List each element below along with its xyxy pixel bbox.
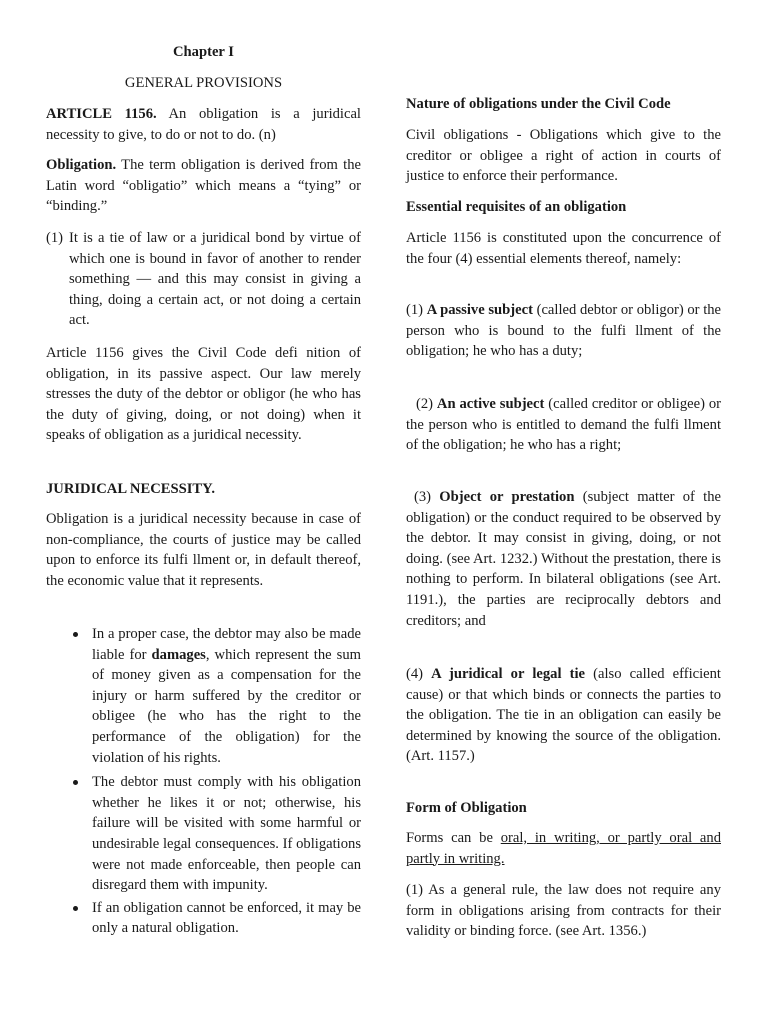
bullet-item: If an obligation cannot be enforced, it may be only a natural obligation. bbox=[46, 898, 361, 939]
definition-paragraph: Article 1156 gives the Civil Code defi nition of obligation, in its passive aspect. Our law merely stresses the duty of the debtor or obligor (he who has the duty of giving, doing, or not doing) when it speaks of obligation as a juridical necessity. bbox=[46, 345, 361, 444]
requisites-intro: Article 1156 is constituted upon the concurrence of the four (4) essential elements thereof, namely: bbox=[406, 230, 721, 267]
bullet-list bbox=[46, 624, 361, 939]
bullet-dot bbox=[73, 780, 78, 785]
requisites-heading: Essential requisites of an obligation bbox=[406, 199, 627, 215]
obligation-label: Obligation. bbox=[46, 157, 117, 173]
obligation-paragraph bbox=[46, 155, 361, 217]
obligation-text: The term obligation is derived from the Latin word “obligatio” which means a “tying” or “binding.” bbox=[46, 157, 361, 215]
general-provisions-heading: GENERAL PROVISIONS bbox=[124, 75, 283, 91]
requisite-passive-subject: (1) A passive subject (called debtor or obligor) or the person who is bound to the fulfi llment of the obligation; he who has a duty; bbox=[406, 302, 722, 360]
requisite-juridical-tie: (4) A juridical or legal tie (also called efficient cause) or that which binds or connects the parties to the obligation. The tie in an obligation can easily be determined by knowing the source of the obligation. (Art. 1157.) bbox=[406, 666, 721, 765]
bullet-item: In a proper case, the debtor may also be made liable for damages, which represent the sum of money given as a compensation for the injury or harm suffered by the creditor or obligee (he who has the right to the performance of the obligation) for the violation of his rights. bbox=[46, 624, 361, 768]
requisite-active-subject: (2) An active subject (called creditor or obligee) or the person who is entitled to demand the fulfi llment of the obligation; he who has a right; bbox=[406, 396, 721, 454]
form-general-rule: (1) As a general rule, the law does not require any form in obligations arising from contracts for their validity or binding force. (see Art. 1356.) bbox=[406, 882, 721, 940]
article-text: An obligation is a juridical necessity to give, to do or not to do. (n) bbox=[46, 106, 361, 143]
numbered-item-1 bbox=[46, 228, 361, 331]
form-heading: Form of Obligation bbox=[406, 800, 527, 816]
chapter-title: Chapter I bbox=[173, 44, 234, 60]
item-number: (1) bbox=[46, 230, 64, 246]
bullet-dot bbox=[73, 906, 78, 911]
requisite-object-prestation: (3) Object or prestation (subject matter of the obligation) or the conduct required to be observed by the debtor. It may consist in giving, doing, or not doing. (see Art. 1232.) Without the prestation, there is nothing to perform. In bilateral obligations (see Art. 1191.), the parties are reciprocally debtors and creditors; and bbox=[406, 489, 722, 629]
juridical-necessity-paragraph: Obligation is a juridical necessity because in case of non-compliance, the courts of justice may be called upon to enforce its fulfi llment or, in default thereof, the economic value that it represents. bbox=[46, 511, 361, 589]
item-text: It is a tie of law or a juridical bond by virtue of which one is bound in favor of another to render something — and this may consist in giving a thing, doing a certain act, or not doing a certain act. bbox=[69, 230, 361, 329]
bullet-dot bbox=[73, 632, 78, 637]
juridical-necessity-heading: JURIDICAL NECESSITY. bbox=[46, 481, 215, 497]
forms-paragraph: Forms can be oral, in writing, or partly oral and partly in writing. bbox=[406, 830, 721, 867]
damages-term: damages bbox=[151, 646, 206, 663]
forms-underlined-text: oral, in writing, or partly oral and partly in writing. bbox=[406, 830, 721, 867]
article-1156-paragraph bbox=[46, 104, 361, 145]
civil-obligations-paragraph: Civil obligations - Obligations which give to the creditor or obligee a right of action in courts of justice to enforce their performance. bbox=[406, 127, 721, 185]
nature-heading: Nature of obligations under the Civil Code bbox=[406, 96, 671, 112]
article-label: ARTICLE 1156. bbox=[46, 106, 157, 122]
bullet-item: The debtor must comply with his obligation whether he likes it or not; otherwise, his failure will be visited with some harmful or undesirable legal consequences. If obligations were not made enforceable, then people can disregard them with impunity. bbox=[46, 772, 361, 896]
